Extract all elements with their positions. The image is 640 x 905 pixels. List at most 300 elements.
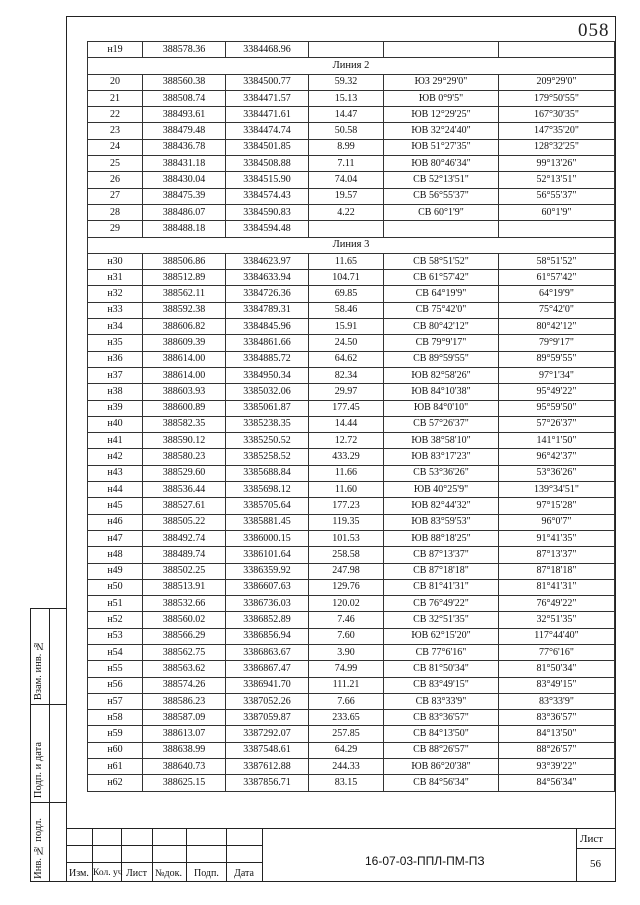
cell-rhumb: СВ 56°55'37" [384,188,499,204]
cell-length: 111.21 [309,677,384,693]
cell-point-id: н57 [88,693,143,709]
cell-x-coordinate: 388512.89 [143,270,226,286]
cell-x-coordinate: 388603.93 [143,384,226,400]
cell-direction-angle: 60°1'9" [499,204,615,220]
table-row [88,42,615,58]
cell-x-coordinate: 388640.73 [143,759,226,775]
cell-length: 11.66 [309,465,384,481]
side-stamp-vzam-inv-label: Взам. инв. № [33,639,44,700]
cell-x-coordinate: 388587.09 [143,710,226,726]
cell-y-coordinate: 3385698.12 [226,482,309,498]
cell-point-id: 25 [88,156,143,172]
cell-rhumb: СВ 61°57'42" [384,270,499,286]
cell-y-coordinate: 3384508.88 [226,156,309,172]
cell-x-coordinate: 388592.38 [143,302,226,318]
table-row [88,742,615,758]
cell-x-coordinate: 388563.62 [143,661,226,677]
section-row [88,58,615,74]
table-row [88,123,615,139]
cell-x-coordinate: 388560.38 [143,74,226,90]
cell-x-coordinate: 388600.89 [143,400,226,416]
cell-direction-angle: 117°44'40" [499,628,615,644]
cell-y-coordinate: 3386607.63 [226,579,309,595]
cell-y-coordinate: 3384789.31 [226,302,309,318]
cell-length [309,221,384,237]
cell-y-coordinate: 3386101.64 [226,547,309,563]
cell-point-id: н31 [88,270,143,286]
cell-x-coordinate: 388488.18 [143,221,226,237]
coordinates-table-body [88,42,615,792]
cell-x-coordinate: 388475.39 [143,188,226,204]
cell-direction-angle: 76°49'22" [499,596,615,612]
cell-y-coordinate: 3384474.74 [226,123,309,139]
cell-length: 29.97 [309,384,384,400]
cell-direction-angle: 99°13'26" [499,156,615,172]
cell-point-id: н33 [88,302,143,318]
cell-point-id: н35 [88,335,143,351]
cell-direction-angle [499,221,615,237]
cell-direction-angle: 147°35'20" [499,123,615,139]
cell-length: 64.29 [309,742,384,758]
table-row [88,710,615,726]
cell-y-coordinate: 3387292.07 [226,726,309,742]
cell-direction-angle: 57°26'37" [499,416,615,432]
cell-point-id: н49 [88,563,143,579]
cell-rhumb: СВ 89°59'55" [384,351,499,367]
cell-y-coordinate: 3385032.06 [226,384,309,400]
cell-rhumb: ЮВ 82°44'32" [384,498,499,514]
cell-point-id: н47 [88,530,143,546]
cell-length: 11.65 [309,253,384,269]
cell-length: 244.33 [309,759,384,775]
title-block-row-line-2 [66,862,262,863]
cell-x-coordinate: 388529.60 [143,465,226,481]
cell-y-coordinate: 3384471.61 [226,107,309,123]
side-stamp [30,608,66,882]
cell-rhumb: ЮВ 83°17'23" [384,449,499,465]
table-row [88,661,615,677]
cell-rhumb: СВ 87°18'18" [384,563,499,579]
cell-point-id: н43 [88,465,143,481]
cell-direction-angle: 96°0'7" [499,514,615,530]
cell-direction-angle [499,42,615,58]
cell-point-id: н37 [88,367,143,383]
cell-direction-angle: 93°39'22" [499,759,615,775]
table-row [88,677,615,693]
cell-rhumb: СВ 83°33'9" [384,693,499,709]
sheet-code: 058 [578,20,610,41]
title-block-ndok: №док. [155,868,182,879]
table-row [88,156,615,172]
cell-y-coordinate: 3384633.94 [226,270,309,286]
cell-x-coordinate: 388566.29 [143,628,226,644]
cell-length [309,42,384,58]
side-stamp-vzam-inv [31,609,67,705]
cell-y-coordinate: 3387612.88 [226,759,309,775]
cell-rhumb: СВ 57°26'37" [384,416,499,432]
cell-length: 50.58 [309,123,384,139]
cell-x-coordinate: 388492.74 [143,530,226,546]
cell-x-coordinate: 388506.86 [143,253,226,269]
cell-point-id: н60 [88,742,143,758]
side-stamp-inv-podl [31,803,67,883]
title-block-col-line-3 [152,828,153,882]
cell-length: 8.99 [309,139,384,155]
cell-direction-angle: 53°36'26" [499,465,615,481]
cell-point-id: 24 [88,139,143,155]
table-row [88,465,615,481]
cell-rhumb: СВ 53°36'26" [384,465,499,481]
cell-length: 19.57 [309,188,384,204]
side-stamp-inv-podl-label: Инв. № подл. [33,818,44,879]
cell-direction-angle: 84°13'50" [499,726,615,742]
cell-rhumb: СВ 60°1'9" [384,204,499,220]
cell-x-coordinate: 388532.66 [143,596,226,612]
cell-rhumb: СВ 58°51'52" [384,253,499,269]
table-row [88,74,615,90]
cell-rhumb: ЮВ 0°9'5" [384,90,499,106]
title-block-kol-uch: Кол. уч [93,868,123,878]
cell-x-coordinate: 388580.23 [143,449,226,465]
cell-point-id: н34 [88,319,143,335]
cell-length: 74.04 [309,172,384,188]
cell-length: 177.45 [309,400,384,416]
cell-direction-angle: 209°29'0" [499,74,615,90]
cell-direction-angle: 167°30'35" [499,107,615,123]
cell-rhumb: СВ 81°41'31" [384,579,499,595]
cell-x-coordinate: 388638.99 [143,742,226,758]
table-row [88,693,615,709]
cell-point-id: н54 [88,644,143,660]
cell-point-id: н30 [88,253,143,269]
cell-y-coordinate: 3385250.52 [226,433,309,449]
cell-x-coordinate: 388527.61 [143,498,226,514]
table-row [88,172,615,188]
cell-rhumb: СВ 64°19'9" [384,286,499,302]
cell-length: 7.11 [309,156,384,172]
section-title: Линия 3 [88,237,615,253]
cell-direction-angle: 139°34'51" [499,482,615,498]
cell-rhumb: СВ 83°36'57" [384,710,499,726]
cell-point-id: н48 [88,547,143,563]
cell-length: 7.66 [309,693,384,709]
cell-y-coordinate: 3385705.64 [226,498,309,514]
cell-rhumb: ЮЗ 29°29'0" [384,74,499,90]
cell-point-id: 28 [88,204,143,220]
cell-point-id: 27 [88,188,143,204]
cell-x-coordinate: 388562.75 [143,644,226,660]
cell-y-coordinate: 3385258.52 [226,449,309,465]
title-block [66,828,616,882]
cell-point-id: н50 [88,579,143,595]
cell-direction-angle: 80°42'12" [499,319,615,335]
cell-direction-angle: 83°36'57" [499,710,615,726]
cell-length: 12.72 [309,433,384,449]
cell-rhumb: ЮВ 86°20'38" [384,759,499,775]
cell-point-id: 26 [88,172,143,188]
table-row [88,449,615,465]
cell-x-coordinate: 388625.15 [143,775,226,791]
cell-x-coordinate: 388436.78 [143,139,226,155]
table-row [88,530,615,546]
cell-direction-angle: 77°6'16" [499,644,615,660]
cell-direction-angle: 141°1'50" [499,433,615,449]
cell-point-id: н36 [88,351,143,367]
title-block-data: Дата [234,868,254,879]
cell-direction-angle: 52°13'51" [499,172,615,188]
title-block-col-line-4 [186,828,187,882]
table-row [88,319,615,335]
table-row [88,579,615,595]
cell-length: 233.65 [309,710,384,726]
cell-length: 69.85 [309,286,384,302]
title-block-col-line-5 [226,828,227,882]
cell-x-coordinate: 388431.18 [143,156,226,172]
table-row [88,644,615,660]
cell-rhumb: ЮВ 38°58'10" [384,433,499,449]
table-row [88,367,615,383]
cell-point-id: 22 [88,107,143,123]
cell-rhumb: СВ 84°56'34" [384,775,499,791]
cell-length: 58.46 [309,302,384,318]
sheet-label: Лист [580,833,604,845]
title-block-list: Лист [126,868,147,879]
cell-x-coordinate: 388536.44 [143,482,226,498]
coordinates-table [87,41,615,792]
cell-length: 74.99 [309,661,384,677]
table-row [88,596,615,612]
cell-length: 101.53 [309,530,384,546]
cell-direction-angle: 91°41'35" [499,530,615,546]
cell-x-coordinate: 388614.00 [143,367,226,383]
table-row [88,498,615,514]
table-row [88,270,615,286]
cell-y-coordinate: 3386856.94 [226,628,309,644]
cell-direction-angle: 95°59'50" [499,400,615,416]
cell-point-id: н40 [88,416,143,432]
table-row [88,335,615,351]
cell-direction-angle: 89°59'55" [499,351,615,367]
cell-x-coordinate: 388505.22 [143,514,226,530]
cell-direction-angle: 79°9'17" [499,335,615,351]
table-row [88,775,615,791]
table-row [88,221,615,237]
cell-rhumb: СВ 88°26'57" [384,742,499,758]
cell-rhumb: ЮВ 32°24'40" [384,123,499,139]
title-block-izm: Изм. [69,868,89,879]
cell-length: 59.32 [309,74,384,90]
cell-y-coordinate: 3384623.97 [226,253,309,269]
cell-x-coordinate: 388502.25 [143,563,226,579]
cell-length: 83.15 [309,775,384,791]
table-row [88,416,615,432]
cell-y-coordinate: 3385061.87 [226,400,309,416]
cell-x-coordinate: 388586.23 [143,693,226,709]
cell-y-coordinate: 3384515.90 [226,172,309,188]
table-row [88,400,615,416]
cell-x-coordinate: 388582.35 [143,416,226,432]
cell-y-coordinate: 3386359.92 [226,563,309,579]
cell-direction-angle: 61°57'42" [499,270,615,286]
cell-y-coordinate: 3386000.15 [226,530,309,546]
cell-x-coordinate: 388562.11 [143,286,226,302]
cell-point-id: н19 [88,42,143,58]
cell-length: 14.47 [309,107,384,123]
cell-length: 7.60 [309,628,384,644]
cell-rhumb: СВ 52°13'51" [384,172,499,188]
cell-y-coordinate: 3384885.72 [226,351,309,367]
cell-length: 3.90 [309,644,384,660]
cell-point-id: н56 [88,677,143,693]
table-row [88,514,615,530]
cell-point-id: н41 [88,433,143,449]
cell-length: 82.34 [309,367,384,383]
cell-length: 120.02 [309,596,384,612]
cell-y-coordinate: 3384950.34 [226,367,309,383]
cell-rhumb: СВ 75°42'0" [384,302,499,318]
cell-y-coordinate: 3384861.66 [226,335,309,351]
cell-direction-angle: 56°55'37" [499,188,615,204]
table-row [88,433,615,449]
title-block-col-line-7 [576,828,577,882]
title-block-podp: Подп. [194,868,219,879]
cell-x-coordinate: 388590.12 [143,433,226,449]
title-block-col-line-6 [262,828,263,882]
cell-point-id: н38 [88,384,143,400]
cell-y-coordinate: 3384726.36 [226,286,309,302]
cell-x-coordinate: 388489.74 [143,547,226,563]
cell-x-coordinate: 388430.04 [143,172,226,188]
sheet-number: 56 [590,858,601,870]
cell-direction-angle: 81°50'34" [499,661,615,677]
cell-rhumb: ЮВ 51°27'35" [384,139,499,155]
cell-direction-angle: 97°15'28" [499,498,615,514]
cell-x-coordinate: 388479.48 [143,123,226,139]
cell-point-id: н61 [88,759,143,775]
cell-direction-angle: 97°1'34" [499,367,615,383]
cell-rhumb [384,221,499,237]
cell-rhumb: СВ 79°9'17" [384,335,499,351]
document-code: 16-07-03-ППЛ-ПМ-ПЗ [365,854,485,868]
cell-point-id: н51 [88,596,143,612]
cell-point-id: 29 [88,221,143,237]
cell-y-coordinate: 3384471.57 [226,90,309,106]
cell-point-id: н44 [88,482,143,498]
cell-rhumb: ЮВ 82°58'26" [384,367,499,383]
cell-rhumb [384,42,499,58]
cell-y-coordinate: 3387548.61 [226,742,309,758]
table-row [88,253,615,269]
cell-x-coordinate: 388606.82 [143,319,226,335]
table-row [88,726,615,742]
cell-x-coordinate: 388614.00 [143,351,226,367]
cell-length: 15.13 [309,90,384,106]
cell-rhumb: СВ 87°13'37" [384,547,499,563]
title-block-sheet-line [576,848,616,849]
cell-rhumb: ЮВ 12°29'25" [384,107,499,123]
cell-y-coordinate: 3386867.47 [226,661,309,677]
cell-direction-angle: 32°51'35" [499,612,615,628]
cell-direction-angle: 87°13'37" [499,547,615,563]
side-stamp-podp-data-label: Подп. и дата [33,741,44,798]
cell-length: 433.29 [309,449,384,465]
cell-rhumb: СВ 32°51'35" [384,612,499,628]
cell-direction-angle: 64°19'9" [499,286,615,302]
cell-direction-angle: 87°18'18" [499,563,615,579]
cell-point-id: н53 [88,628,143,644]
cell-direction-angle: 83°49'15" [499,677,615,693]
cell-rhumb: СВ 77°6'16" [384,644,499,660]
cell-y-coordinate: 3384594.48 [226,221,309,237]
cell-x-coordinate: 388493.61 [143,107,226,123]
cell-x-coordinate: 388560.02 [143,612,226,628]
cell-rhumb: ЮВ 40°25'9" [384,482,499,498]
cell-rhumb: СВ 80°42'12" [384,319,499,335]
table-row [88,107,615,123]
table-row [88,384,615,400]
cell-x-coordinate: 388513.91 [143,579,226,595]
cell-x-coordinate: 388609.39 [143,335,226,351]
cell-point-id: н45 [88,498,143,514]
cell-direction-angle: 128°32'25" [499,139,615,155]
cell-direction-angle: 96°42'37" [499,449,615,465]
cell-direction-angle: 58°51'52" [499,253,615,269]
section-row [88,237,615,253]
cell-length: 129.76 [309,579,384,595]
cell-point-id: н42 [88,449,143,465]
table-row [88,90,615,106]
cell-rhumb: ЮВ 80°46'34" [384,156,499,172]
cell-x-coordinate: 388508.74 [143,90,226,106]
cell-point-id: 20 [88,74,143,90]
cell-rhumb: СВ 81°50'34" [384,661,499,677]
cell-x-coordinate: 388574.26 [143,677,226,693]
table-row [88,204,615,220]
cell-y-coordinate: 3386941.70 [226,677,309,693]
cell-length: 15.91 [309,319,384,335]
cell-x-coordinate: 388578.36 [143,42,226,58]
cell-direction-angle: 95°49'22" [499,384,615,400]
cell-point-id: н32 [88,286,143,302]
cell-rhumb: ЮВ 83°59'53" [384,514,499,530]
cell-y-coordinate: 3386852.89 [226,612,309,628]
side-stamp-podp-data [31,705,67,803]
cell-length: 24.50 [309,335,384,351]
cell-point-id: н52 [88,612,143,628]
cell-direction-angle: 75°42'0" [499,302,615,318]
table-row [88,286,615,302]
table-row [88,547,615,563]
table-row [88,759,615,775]
cell-length: 11.60 [309,482,384,498]
table-row [88,139,615,155]
cell-direction-angle: 84°56'34" [499,775,615,791]
cell-x-coordinate: 388486.07 [143,204,226,220]
cell-point-id: н55 [88,661,143,677]
cell-y-coordinate: 3384845.96 [226,319,309,335]
table-row [88,351,615,367]
cell-point-id: н39 [88,400,143,416]
cell-point-id: н62 [88,775,143,791]
cell-length: 14.44 [309,416,384,432]
cell-length: 177.23 [309,498,384,514]
table-row [88,188,615,204]
cell-point-id: н46 [88,514,143,530]
cell-rhumb: ЮВ 62°15'20" [384,628,499,644]
cell-length: 7.46 [309,612,384,628]
cell-length: 119.35 [309,514,384,530]
cell-y-coordinate: 3384500.77 [226,74,309,90]
